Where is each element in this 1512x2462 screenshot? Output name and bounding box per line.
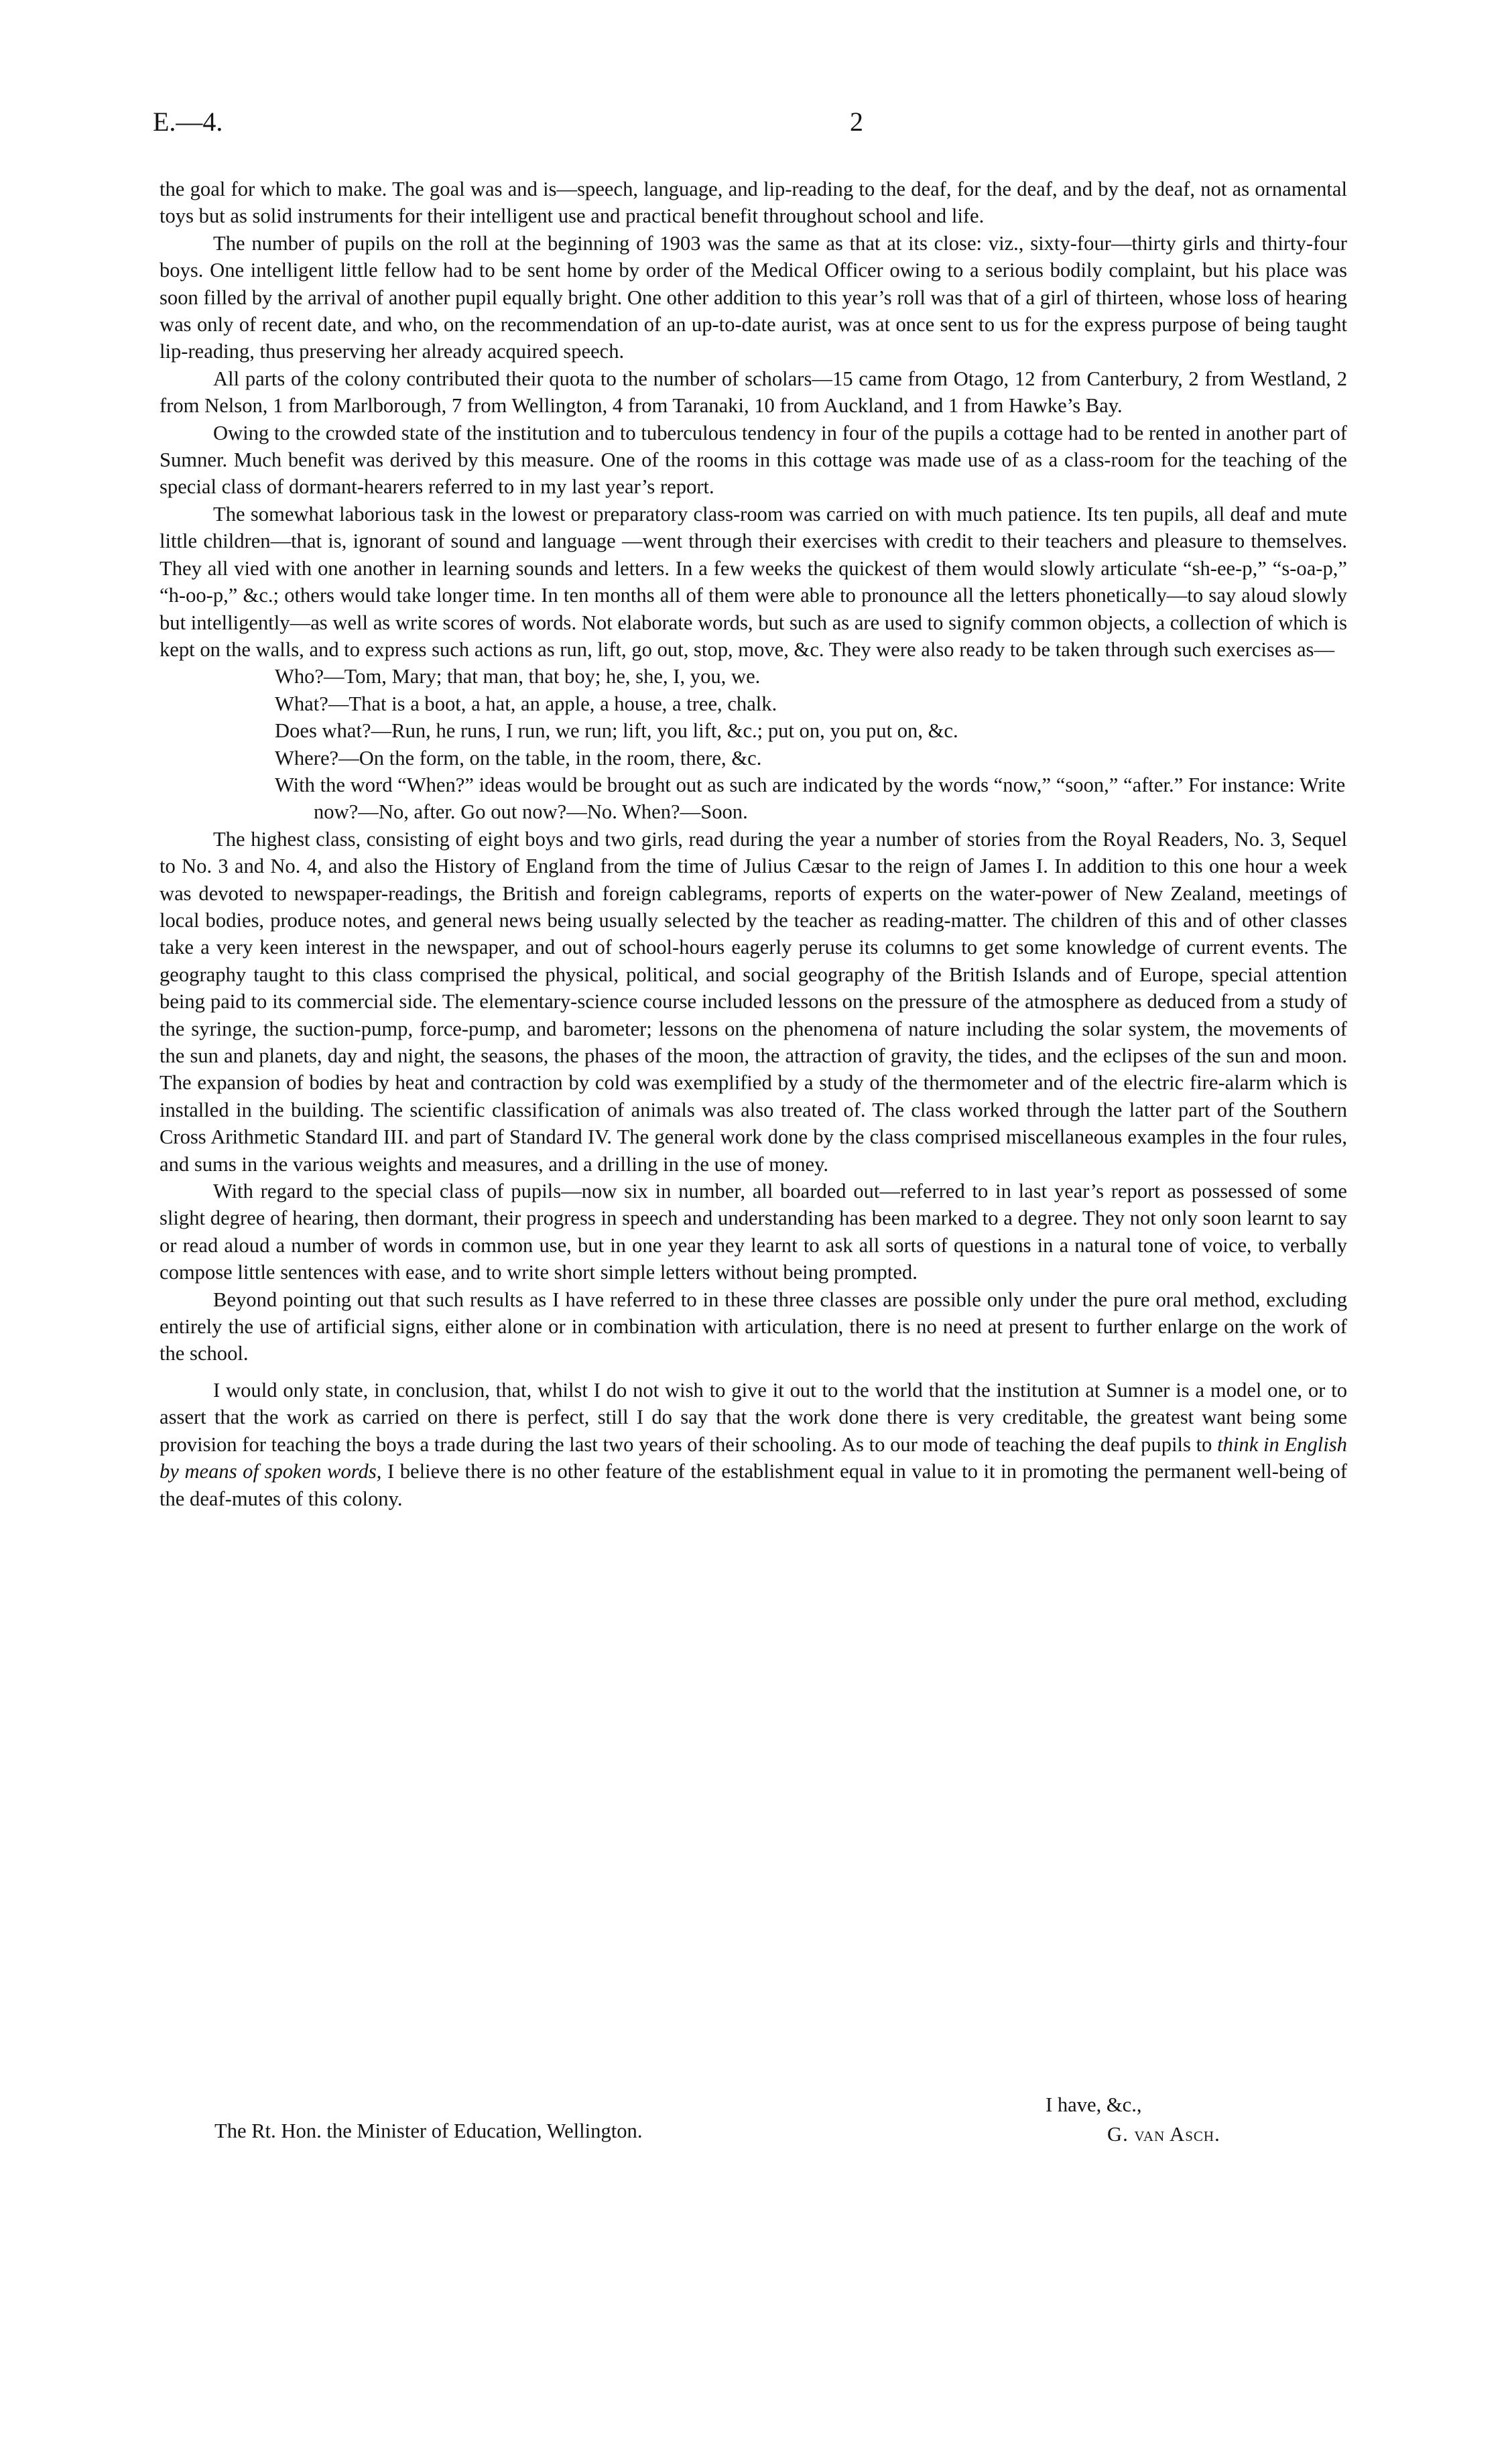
page-header [153, 106, 1352, 146]
conclusion-text-end: I believe there is no other feature of the establishment equal in value to it in promoting the permanent well-being of the deaf-mutes of this colony. [160, 1460, 1348, 1510]
sign-off [1046, 2090, 1220, 2149]
example-line: Where?—On the form, on the table, in the room, there, &c. [275, 746, 762, 770]
paragraph-cottage: Owing to the crowded state of the institution and to tuberculous tendency in four of the pupils a cottage had to be rented in another part of Sumner. Much benefit was derived by this measure. One of the rooms in this cottage was made use of as a class-room for the teaching of the special class of dormant-hearers referred to in my last year’s report. [160, 421, 1347, 499]
conclusion-italic: think in English by means of spoken words, [160, 1432, 1347, 1483]
example-line: Does what?—Run, he runs, I run, we run; lift, you lift, &c.; put on, you put on, &c. [275, 719, 958, 743]
signature: G. van Asch. [1107, 2123, 1220, 2146]
conclusion-text: I would only state, in conclusion, that, whilst I do not wish to give it out to the world that the institution at Sumner is a model one, or to assert that the work as carried on there is perfect, still I do say that the work done there is very creditable, the greatest want being some provision for teaching the boys a trade during the last two years of their schooling. As to our mode of teaching the deaf pupils to [160, 1378, 1347, 1456]
example-line: With the word “When?” ideas would be brought out as such are indicated by the words “now,” “soon,” “after.” For instance: Write now?—No, after. Go out now?—No. When?—Soon. [275, 773, 1346, 824]
paragraph-highest-class: The highest class, consisting of eight boys and two girls, read during the year a number of stories from the Royal Readers, No. 3, Sequel to No. 3 and No. 4, and also the History of England from the time of Julius Cæsar to the reign of James I. In addition to this one hour a week was devoted to newspaper-readings, the British and foreign cablegrams, reports of experts on the water-power of New Zealand, meetings of local bodies, produce notes, and general news being usually selected by the teacher as reading-matter. The children of this and of other classes take a very keen interest in the newspaper, and out of school-hours eagerly peruse its columns to get some knowledge of current events. The geography taught to this class comprised the physical, political, and social geography of the British Islands and of Europe, special attention being paid to its commercial side. The elementary-science course included lessons on the pressure of the atmosphere as deduced from a study of the syringe, the suction-pump, force-pump, and barometer; lessons on the phenomena of nature including the solar system, the movements of the sun and planets, day and night, the seasons, the phases of the moon, the attraction of gravity, the tides, and the eclipses of the sun and moon. The expansion of bodies by heat and contraction by cold was exemplified by a study of the thermometer and of the electric fire-alarm which is installed in the building. The scientific classification of animals was also treated of. The class worked through the latter part of the Southern Cross Arithmetic Standard III. and part of Standard IV. The general work done by the class comprised miscellaneous examples in the four rules, and sums in the various weights and measures, and a drilling in the use of money. [160, 827, 1347, 1176]
document-reference: E.—4. [153, 107, 223, 137]
page-number: 2 [850, 107, 863, 137]
example-line: What?—That is a boot, a hat, an apple, a house, a tree, chalk. [275, 692, 777, 715]
example-line: Who?—Tom, Mary; that man, that boy; he, she, I, you, we. [275, 665, 761, 688]
paragraph-special-class: With regard to the special class of pupils—now six in number, all boarded out—referred to in last year’s report as possessed of some slight degree of hearing, then dormant, their progress in speech and understanding has been marked to a degree. They not only soon learnt to say or read aloud a number of words in common use, but in one year they learnt to ask all sorts of questions in a natural tone of voice, to verbally compose little sentences with ease, and to write short simple letters without being prompted. [160, 1180, 1347, 1284]
paragraph-conclusion [160, 1377, 1347, 1512]
exercise-examples [275, 663, 1347, 825]
paragraph-preparatory-class: The somewhat laborious task in the lowest or preparatory class-room was carried on with much patience. Its ten pupils, all deaf and mute little children—that is, ignorant of sound and language —went through their exercises with credit to their teachers and pleasure to themselves. They all vied with one another in learning sounds and letters. In a few weeks the quickest of them would slowly articulate “sh-ee-p,” “s-oa-p,” “h-oo-p,” &c.; others would take longer time. In ten months all of them were able to pronounce all the letters phonetically—to say aloud slowly but intelligently—as well as write scores of words. Not elaborate words, but such as are used to signify common objects, a collection of which is kept on the walls, and to express such actions as run, lift, go out, stop, move, &c. They were also ready to be taken through such exercises as— [160, 502, 1347, 661]
paragraph-gap [160, 1367, 1347, 1377]
paragraph-oral-method: Beyond pointing out that such results as I have referred to in these three classes are possible only under the pure oral method, excluding entirely the use of artificial signs, either alone or in combination with articulation, there is no need at present to further enlarge on the work of the school. [160, 1288, 1347, 1365]
paragraph-goal: the goal for which to make. The goal was and is—speech, language, and lip-reading to the deaf, for the deaf, and by the deaf, not as ornamental toys but as solid instruments for their intelligent use and practical benefit throughout school and life. [160, 178, 1347, 228]
addressee: The Rt. Hon. the Minister of Education, Wellington. [214, 2119, 643, 2142]
paragraph-origins: All parts of the colony contributed their quota to the number of scholars—15 came from Otago, 12 from Canterbury, 2 from Westland, 2 from Nelson, 1 from Marlborough, 7 from Wellington, 4 from Taranaki, 10 from Auckland, and 1 from Hawke’s Bay. [160, 367, 1347, 418]
paragraph-roll: The number of pupils on the roll at the beginning of 1903 was the same as that at its close: viz., sixty-four—thirty girls and thirty-four boys. One intelligent little fellow had to be sent home by order of the Medical Officer owing to a serious bodily complaint, but his place was soon filled by the arrival of another pupil equally bright. One other addition to this year’s roll was that of a girl of thirteen, whose loss of hearing was only of recent date, and who, on the recommendation of an up-to-date aurist, was at once sent to us for the express purpose of being taught lip-reading, thus preserving her already acquired speech. [160, 231, 1347, 363]
salutation: I have, &c., [1046, 2093, 1142, 2116]
report-body [160, 176, 1347, 1512]
